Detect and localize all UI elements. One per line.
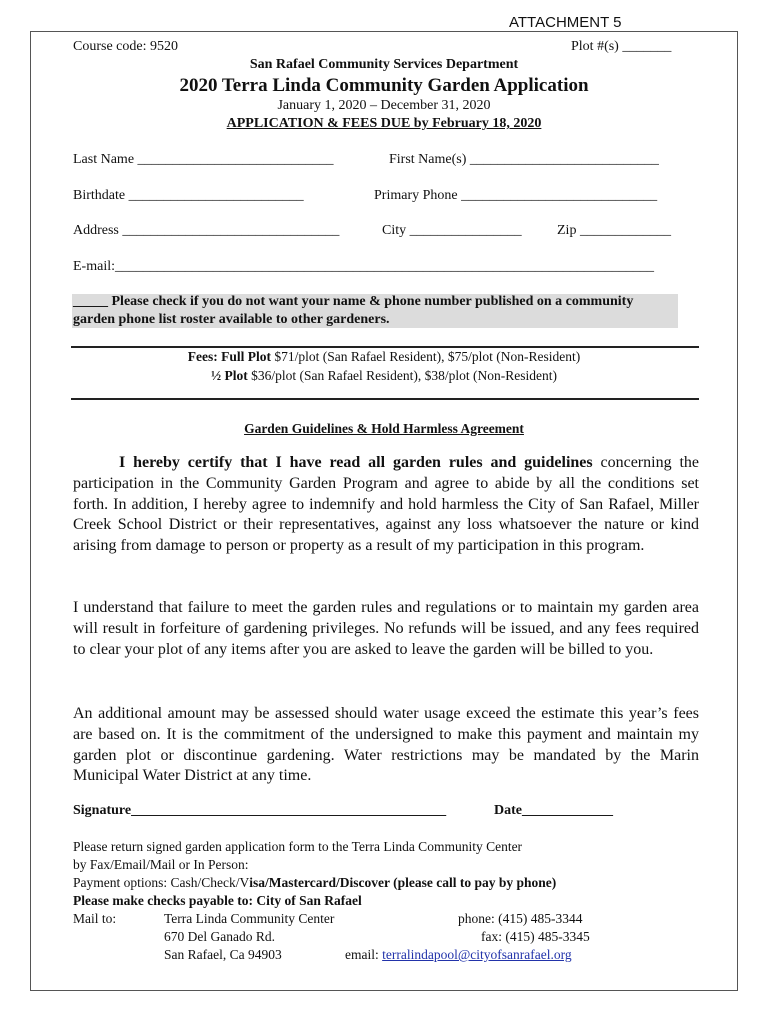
city-field[interactable]: City ________________: [382, 223, 522, 238]
fax-number: fax: (415) 485-3345: [481, 929, 590, 944]
payment-options-bold: isa/Mastercard/Discover (please call to pay by phone): [249, 875, 557, 890]
phone-number: phone: (415) 485-3344: [458, 911, 583, 926]
birthdate-field[interactable]: Birthdate _________________________: [73, 188, 304, 203]
fees-full-plot: [31, 349, 737, 365]
agreement-certify-rest: concerning the participation in the Community Garden Program and agree to abide by all the conditions set forth. In addition, I hereby agree to indemnify and hold harmless the City of San Rafael, Miller Creek School District or their representatives, against any loss whatsoever the nature or kind arising from damage to person or property as a result of my participation in this program.: [73, 454, 700, 555]
mail-to-label: Mail to:: [73, 911, 117, 926]
date-range: January 1, 2020 – December 31, 2020: [277, 98, 491, 113]
return-instructions-2: by Fax/Email/Mail or In Person:: [73, 857, 249, 872]
attachment-label: ATTACHMENT 5: [509, 14, 622, 31]
mail-address-line-3: San Rafael, Ca 94903: [164, 947, 282, 962]
fees-full-text: $71/plot (San Rafael Resident), $75/plot (Non-Resident): [270, 349, 581, 364]
agreement-paragraph-1: [73, 453, 699, 557]
agreement-certify-bold: I hereby certify that I have read all garden rules and guidelines: [119, 454, 593, 471]
agreement-paragraph-2: I understand that failure to meet the garden rules and regulations or to maintain my garden area will result in forfeiture of gardening privileges. No refunds will be issued, and any fees required to clear your plot of any items after you are asked to leave the garden will be billed to you.: [73, 599, 699, 658]
email-field[interactable]: E-mail:_____________________________________________________________________________: [73, 259, 654, 274]
divider-top: [71, 346, 699, 348]
fees-half-label: ½ Plot: [210, 368, 248, 383]
date-field[interactable]: Date_____________: [494, 803, 613, 818]
return-instructions-1: Please return signed garden application form to the Terra Linda Community Center: [73, 839, 523, 854]
plot-number-field[interactable]: Plot #(s) _______: [571, 39, 672, 54]
email-link[interactable]: terralindapool@cityofsanrafael.org: [382, 947, 572, 962]
course-code: Course code: 9520: [73, 39, 178, 54]
checks-payable: Please make checks payable to: City of San Rafael: [73, 893, 362, 908]
first-name-field[interactable]: First Name(s) ___________________________: [389, 152, 659, 167]
fees-half-plot: [31, 368, 737, 384]
payment-options: [73, 875, 556, 891]
due-date: APPLICATION & FEES DUE by February 18, 2020: [226, 116, 542, 131]
fees-full-label: Fees: Full Plot: [187, 349, 271, 364]
page-title: 2020 Terra Linda Community Garden Application: [179, 75, 589, 96]
mail-address-line-2: 670 Del Ganado Rd.: [164, 929, 275, 944]
zip-field[interactable]: Zip _____________: [557, 223, 671, 238]
form-frame: [30, 31, 738, 991]
mail-address-line-1: Terra Linda Community Center: [164, 911, 335, 926]
department-name: San Rafael Community Services Department: [249, 57, 519, 72]
opt-out-text: garden phone list roster available to other gardeners.: [73, 312, 390, 327]
contact-email: [345, 947, 572, 963]
payment-options-plain: Payment options: Cash/Check/V: [73, 875, 250, 890]
agreement-paragraph-3: An additional amount may be assessed should water usage exceed the estimate this year’s fees are based on. It is the commitment of the undersigned to make this payment and maintain my garden plot or discontinue gardening. Water restrictions may be mandated by the Marin Municipal Water District at any time.: [73, 705, 699, 785]
address-field[interactable]: Address _______________________________: [73, 223, 340, 238]
fees-half-text: $36/plot (San Rafael Resident), $38/plot (Non-Resident): [247, 368, 558, 383]
divider-bottom: [71, 398, 699, 400]
email-label: email:: [345, 947, 383, 962]
signature-field[interactable]: Signature_____________________________________________: [73, 803, 447, 818]
agreement-heading: Garden Guidelines & Hold Harmless Agreement: [244, 421, 524, 436]
last-name-field[interactable]: Last Name ____________________________: [73, 152, 334, 167]
primary-phone-field[interactable]: Primary Phone ____________________________: [374, 188, 658, 203]
opt-out-checkbox-line[interactable]: _____ Please check if you do not want your name & phone number published on a community: [73, 294, 634, 309]
